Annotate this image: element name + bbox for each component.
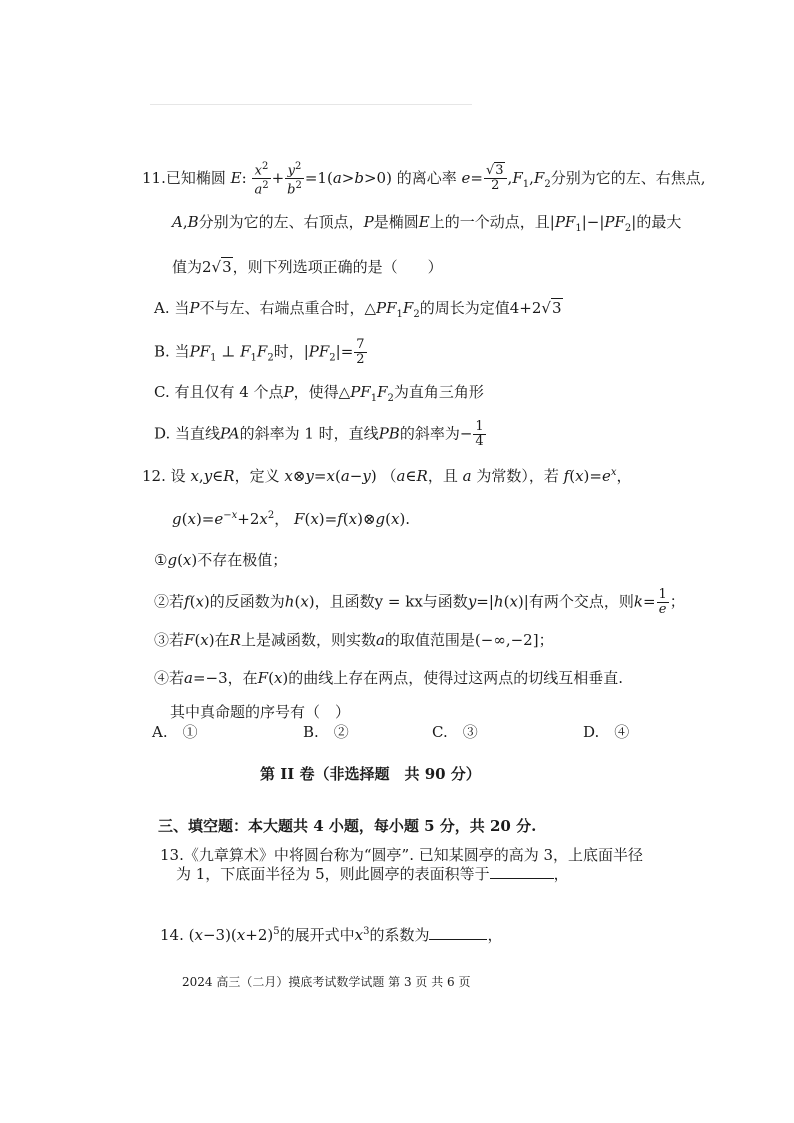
q12-line-1: 12. 设 x,y∈R，定义 x⊗y=x(a−y) （a∈R，且 a 为常数），若 $f(x)=e^x$， — [142, 467, 632, 485]
q12-option-c: C. ③ — [432, 723, 478, 741]
q14-answer-blank[interactable] — [429, 925, 487, 940]
q14-line: 14. $(x-3)(x+2)^5$的展开式中$x^3$的系数为 ， — [160, 926, 503, 944]
q12-statement-4: ④若a=−3，在F(x)的曲线上存在两点，使得过这两点的切线互相垂直. — [154, 669, 624, 687]
q12-statement-2: ②若f(x)的反函数为h(x)，且函数y = kx与函数y=|h(x)|有两个交点，则k= $\frac{1}{e}$ ； — [154, 587, 685, 617]
q11-option-a: A. 当P不与左、右端点重合时，$\triangle PF_1F_2$的周长为定值4+2√3 — [154, 299, 562, 320]
q12-option-d: D. ④ — [583, 723, 630, 741]
q13-line-1: 13.《九章算术》中将圆台称为“圆亭”. 已知某圆亭的高为 3，上底面半径 — [160, 846, 644, 864]
q12-option-a: A. ① — [152, 723, 198, 741]
q11-option-d: D. 当直线PA的斜率为 1 时，直线PB的斜率为− $\frac{1}{4}$ — [154, 419, 484, 449]
q11-line-3: 值为2√3，则下列选项正确的是（ ） — [172, 258, 443, 276]
q11-option-c: C. 有且仅有 4 个点P，使得$\triangle PF_1F_2$为直角三角形 — [154, 383, 484, 404]
q11-line-1: 11.已知椭圆 E: $\frac{x^2}{a^2}$ + $\frac{y^2}{b^2}$ =1(a>b>0) 的离心率 e= $\frac{√3}{2}$ $,F_1,F_2$分别为它的左、右焦点, — [142, 161, 706, 198]
section-3-title: 三、填空题：本大题共 4 小题，每小题 5 分，共 20 分. — [158, 817, 537, 835]
q12-option-b: B. ② — [303, 723, 349, 741]
page-footer: 2024 高三（二月）摸底考试数学试题 第 3 页 共 6 页 — [182, 975, 471, 989]
q12-statement-1: ①g(x)不存在极值； — [154, 551, 288, 569]
q13-line-2: 为 1，下底面半径为 5，则此圆亭的表面积等于 ， — [176, 865, 569, 883]
section-2-title: 第 II 卷（非选择题 共 90 分） — [260, 765, 481, 783]
q12-statement-3: ③若F(x)在R上是减函数，则实数a的取值范围是(−∞,−2]； — [154, 631, 554, 649]
q11-line-2: A,B分别为它的左、右顶点，P是椭圆E上的一个动点，且$|PF_1|-|PF_2|$的最大 — [172, 213, 682, 234]
q13-answer-blank[interactable] — [490, 864, 554, 879]
q12-prompt: 其中真命题的序号有（ ） — [170, 703, 351, 721]
q11-option-b: B. 当$PF_1$ ⊥ $F_1F_2$时，$|PF_2|=$ $\frac{7}{2}$ — [154, 337, 365, 367]
q12-line-2: $g(x)=e^{-x}+2x^2$， F(x)=f(x)⊗g(x). — [172, 510, 411, 528]
scan-artifact-line — [150, 104, 472, 105]
